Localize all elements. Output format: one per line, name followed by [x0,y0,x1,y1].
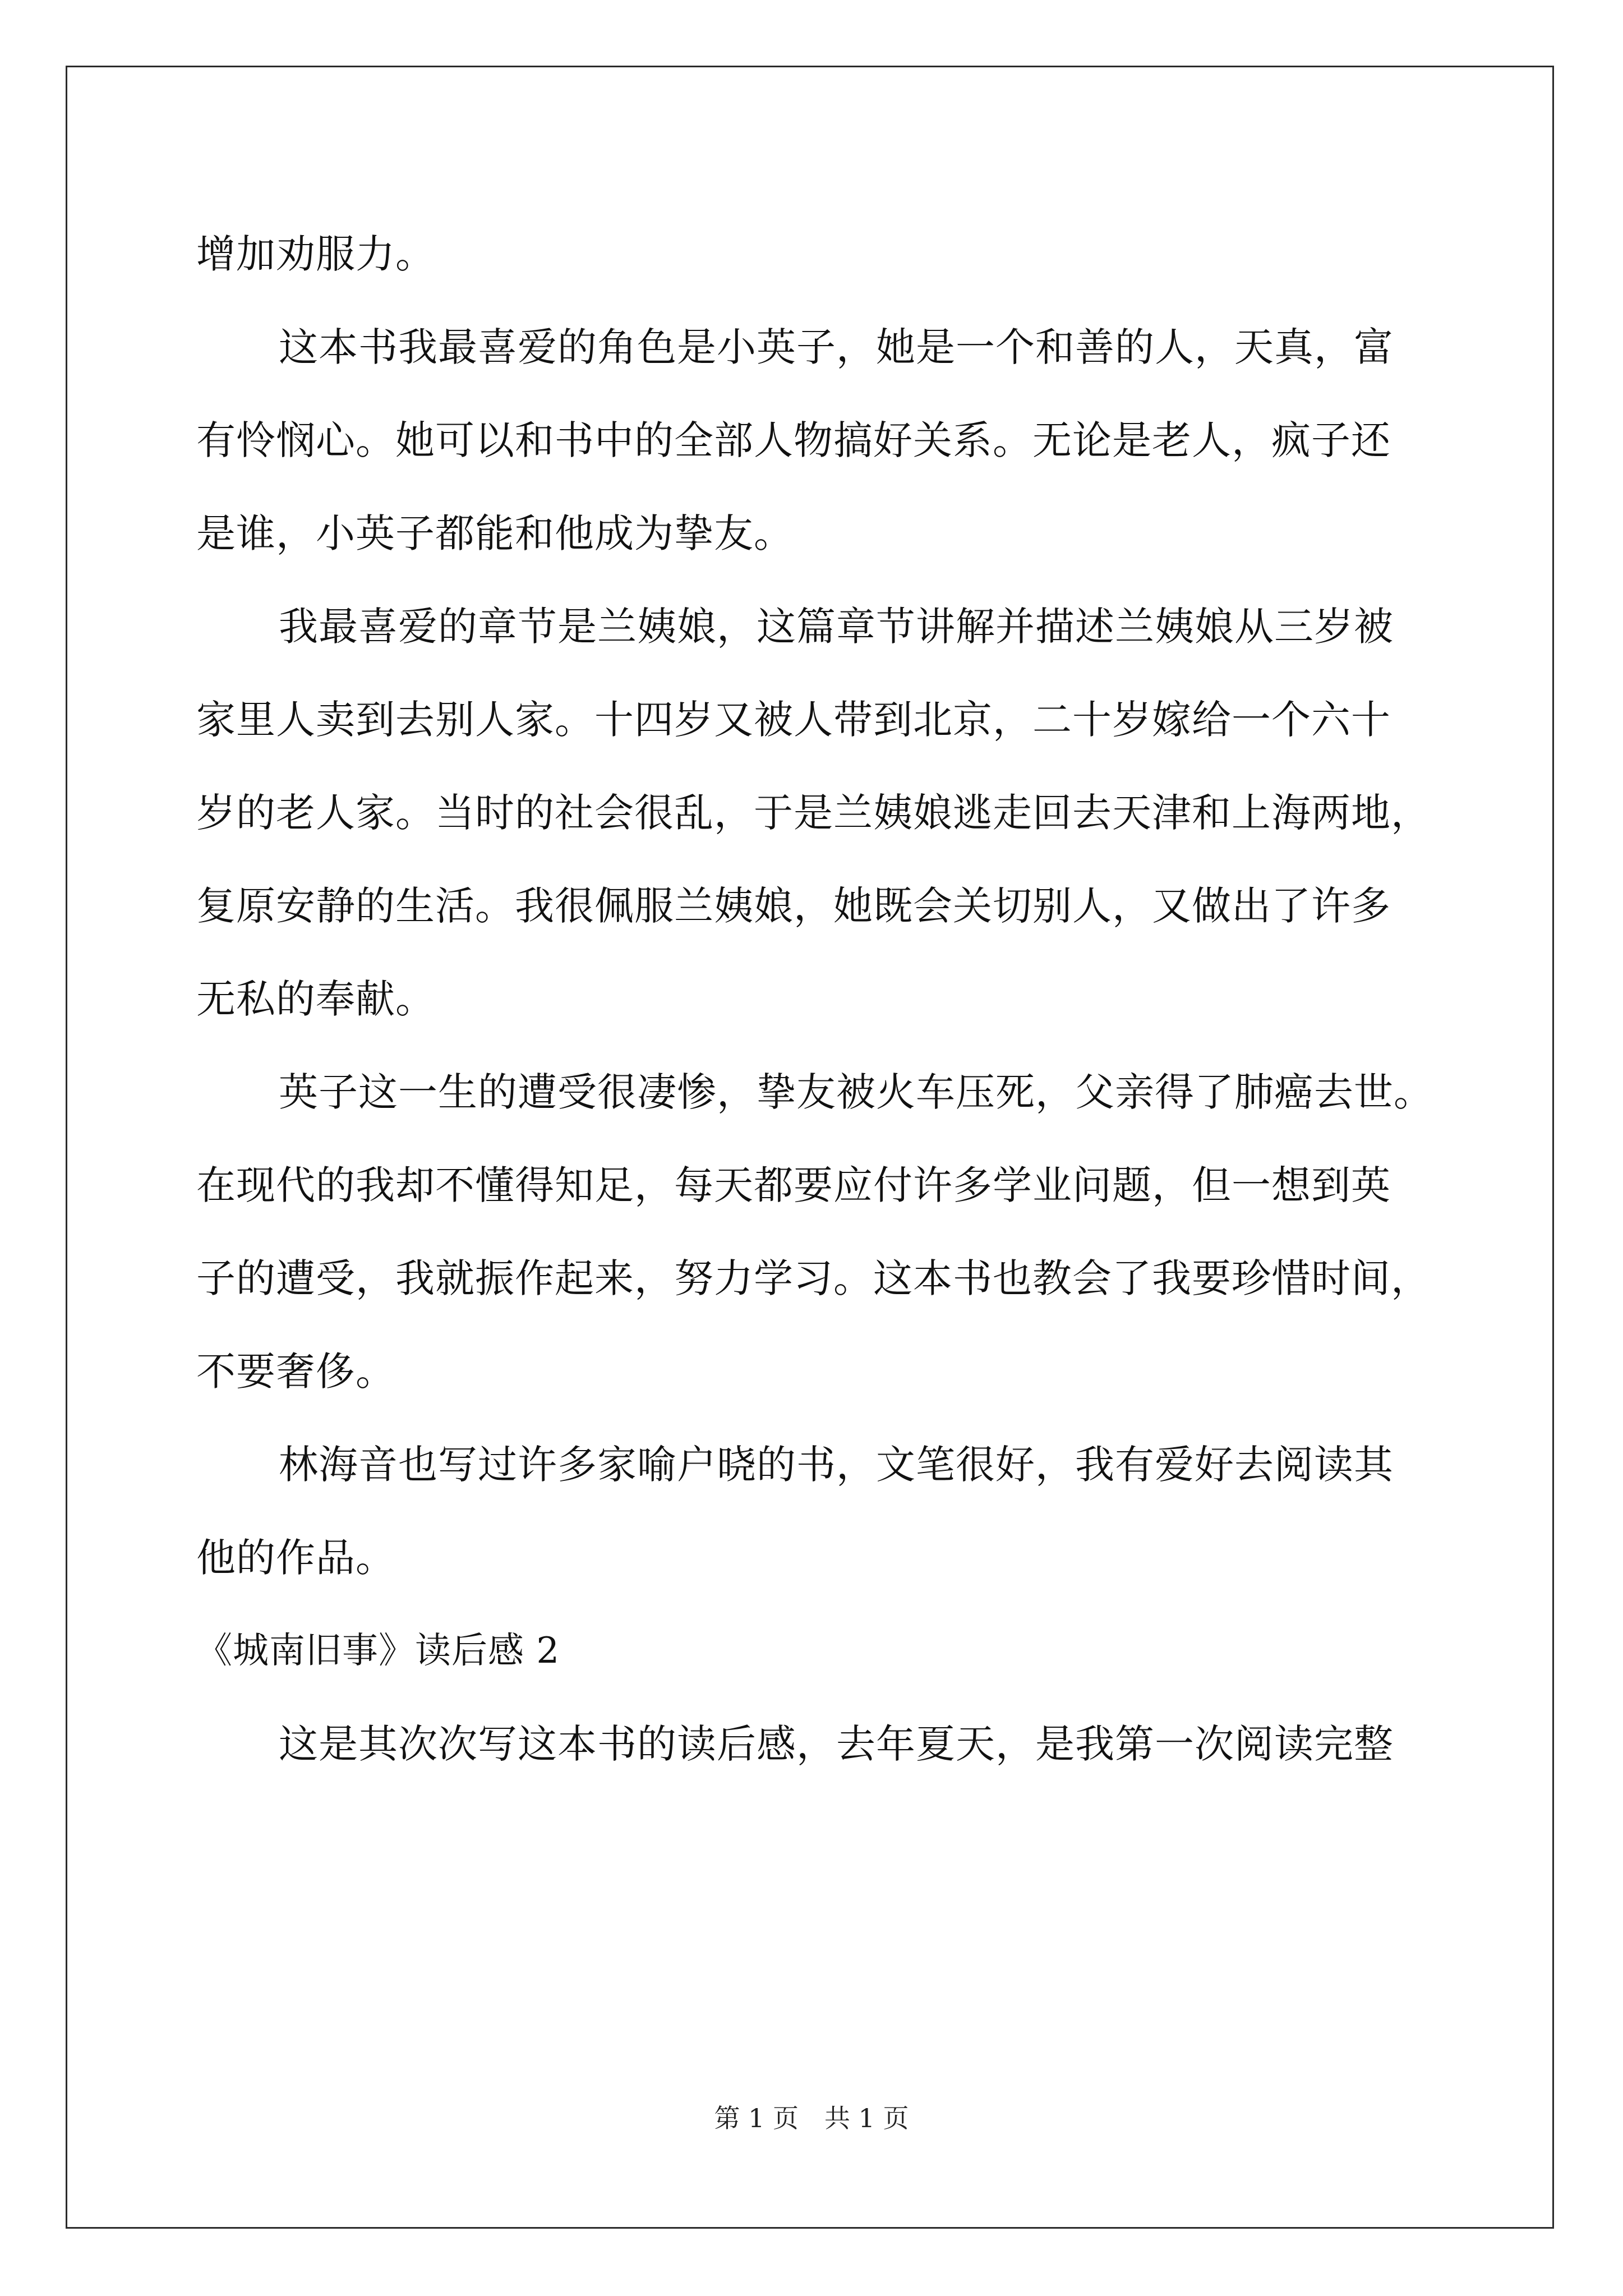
body-line: 有怜悯心。她可以和书中的全部人物搞好关系。无论是老人，疯子还 [196,417,1391,463]
body-line: 岁的老人家。当时的社会很乱，于是兰姨娘逃走回去天津和上海两地， [196,790,1431,836]
body-line: 英子这一生的遭受很凄惨，挚友被火车压死，父亲得了肺癌去世。 [279,1069,1433,1115]
body-line: 他的作品。 [196,1535,395,1581]
section-heading: 《城南旧事》读后感 2 [196,1630,560,1672]
body-line: 无私的奉献。 [196,976,435,1022]
body-line: 增加劝服力。 [196,231,435,277]
body-line: 不要奢侈。 [196,1349,395,1395]
body-line: 复原安静的生活。我很佩服兰姨娘，她既会关切别人，又做出了许多 [196,883,1391,929]
page-number-footer: 第 1 页 共 1 页 [714,2103,909,2133]
body-line: 在现代的我却不懂得知足，每天都要应付许多学业问题，但一想到英 [196,1162,1391,1208]
body-line: 这本书我最喜爱的角色是小英子，她是一个和善的人，天真，富 [279,324,1394,370]
body-line: 这是其次次写这本书的读后感，去年夏天，是我第一次阅读完整 [279,1721,1394,1767]
body-line: 家里人卖到去别人家。十四岁又被人带到北京，二十岁嫁给一个六十 [196,697,1391,743]
body-line: 我最喜爱的章节是兰姨娘，这篇章节讲解并描述兰姨娘从三岁被 [279,604,1394,650]
body-line: 林海音也写过许多家喻户晓的书，文笔很好，我有爱好去阅读其 [279,1442,1394,1488]
body-line: 是谁，小英子都能和他成为挚友。 [196,510,794,556]
body-line: 子的遭受，我就振作起来，努力学习。这本书也教会了我要珍惜时间， [196,1255,1431,1301]
document-body [196,208,1433,1791]
